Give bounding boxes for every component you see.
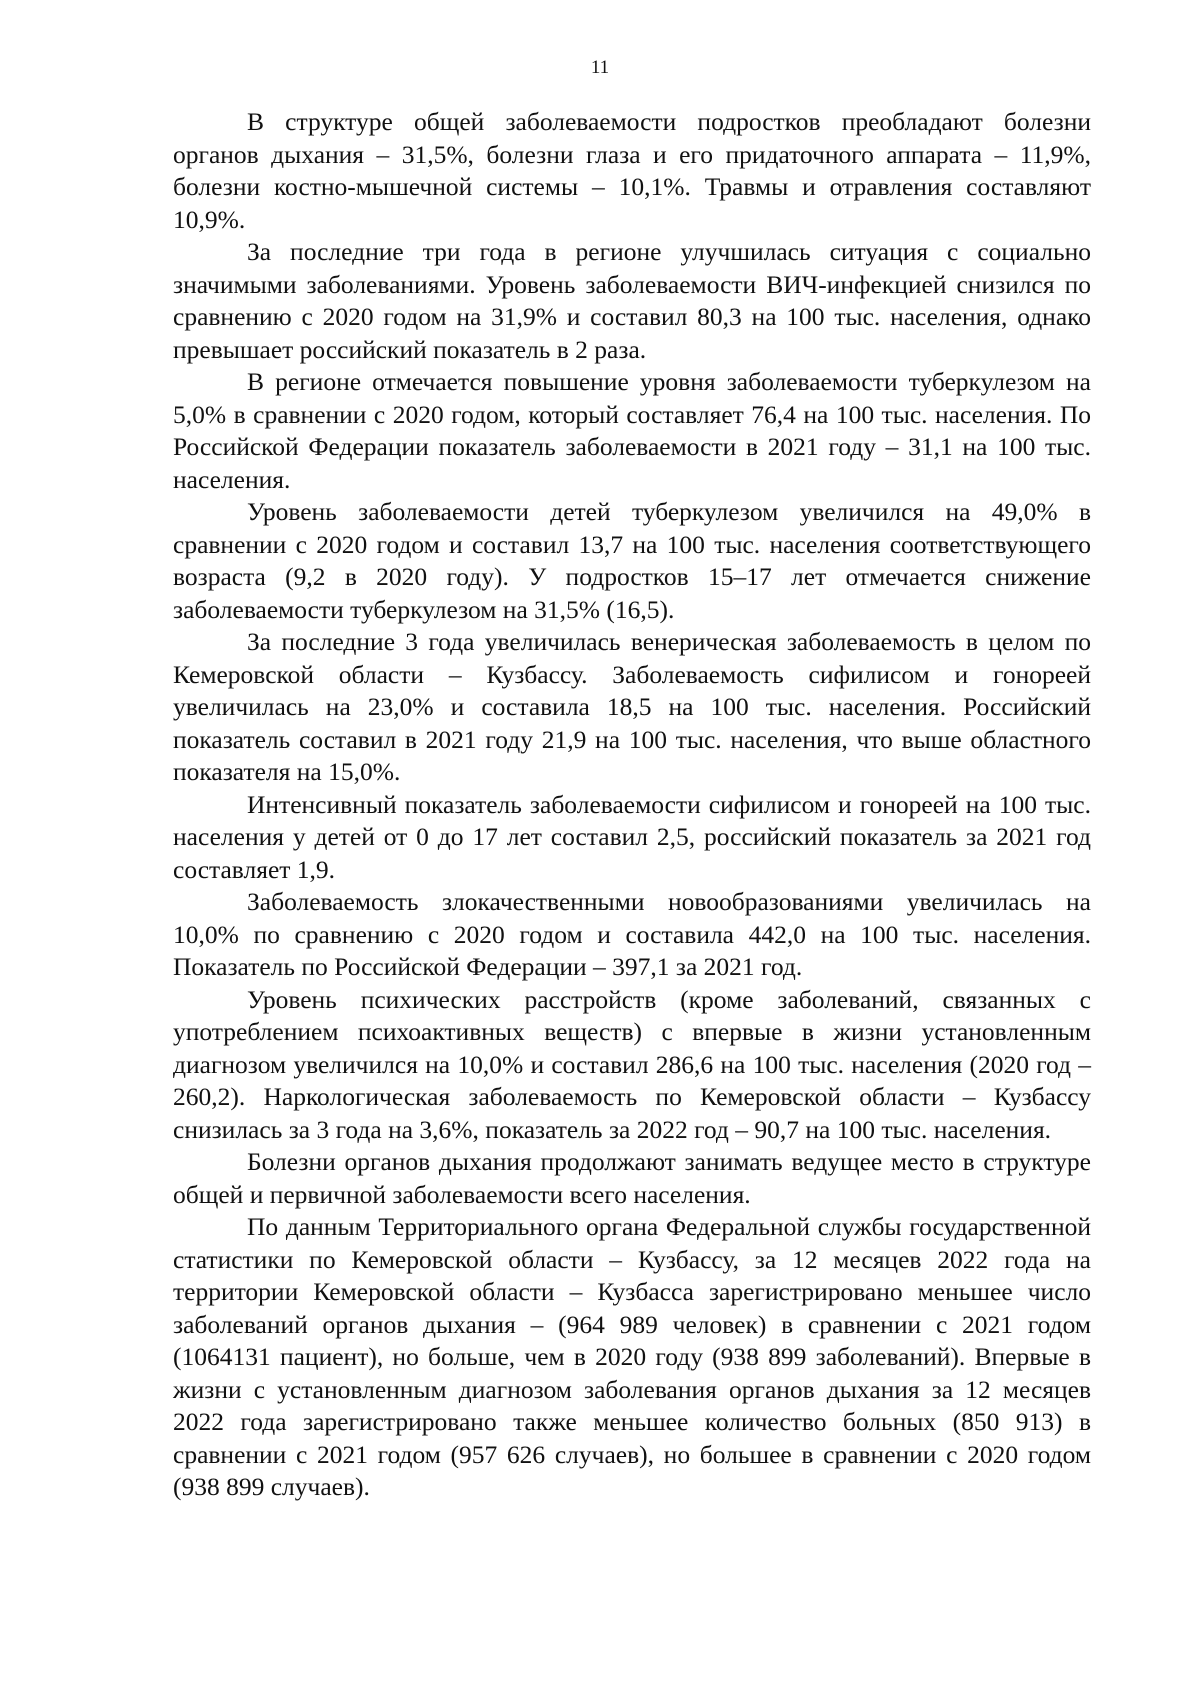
page-number: 11 (590, 57, 610, 78)
paragraph-child-tuberculosis: Уровень заболеваемости детей туберкулезом увеличился на 49,0% в сравнении с 2020 годом и составил 13,7 на 100 тыс. населения соответствующего возраста (9,2 в 2020 году). У подростков 15–17 лет отмечается снижение заболеваемости туберкулезом на 31,5% (16,5). (173, 497, 1091, 624)
paragraph-respiratory-statistics: По данным Территориального органа Федеральной службы государственной статистики по Кемеровской области – Кузбассу, за 12 месяцев 2022 года на территории Кемеровской области – Кузбасса зарегистрировано меньшее число заболеваний органов дыхания – (964 989 человек) в сравнении с 2021 годом (1064131 пациент), но больше, чем в 2020 году (938 899 заболеваний). Впервые в жизни с установленным диагнозом заболевания органов дыхания за 12 месяцев 2022 года зарегистрировано также меньшее количество больных (850 913) в сравнении с 2021 годом (957 626 случаев), но большее в сравнении с 2020 годом (938 899 случаев). (173, 1212, 1091, 1501)
paragraph-mental-disorders: Уровень психических расстройств (кроме заболеваний, связанных с употреблением психоактивных веществ) с впервые в жизни установленным диагнозом увеличился на 10,0% и составил 286,6 на 100 тыс. населения (2020 год – 260,2). Наркологическая заболеваемость по Кемеровской области – Кузбассу снизилась за 3 года на 3,6%, показатель за 2022 год – 90,7 на 100 тыс. населения. (173, 984, 1091, 1144)
document-body (173, 106, 1091, 1504)
paragraph-tuberculosis: В регионе отмечается повышение уровня заболеваемости туберкулезом на 5,0% в сравнении с 2020 годом, который составляет 76,4 на 100 тыс. населения. По Российской Федерации показатель заболеваемости в 2021 году – 31,1 на 100 тыс. населения. (173, 367, 1091, 494)
paragraph-venereal-disease: За последние 3 года увеличилась венерическая заболеваемость в целом по Кемеровской области – Кузбассу. Заболеваемость сифилисом и гонореей увеличилась на 23,0% и составила 18,5 на 100 тыс. населения. Российский показатель составил в 2021 году 21,9 на 100 тыс. населения, что выше областного показателя на 15,0%. (173, 627, 1091, 786)
paragraph-adolescent-morbidity: В структуре общей заболеваемости подростков преобладают болезни органов дыхания – 31,5%, болезни глаза и его придаточного аппарата – 11,9%, болезни костно-мышечной системы – 10,1%. Травмы и отравления составляют 10,9%. (173, 107, 1091, 234)
paragraph-syphilis-children: Интенсивный показатель заболеваемости сифилисом и гонореей на 100 тыс. населения у детей от 0 до 17 лет составил 2,5, российский показатель за 2021 год составляет 1,9. (173, 789, 1091, 884)
paragraph-respiratory-leading: Болезни органов дыхания продолжают занимать ведущее место в структуре общей и первичной заболеваемости всего населения. (173, 1147, 1091, 1209)
paragraph-hiv: За последние три года в регионе улучшилась ситуация с социально значимыми заболеваниями. Уровень заболеваемости ВИЧ-инфекцией снизился по сравнению с 2020 годом на 31,9% и составил 80,3 на 100 тыс. населения, однако превышает российский показатель в 2 раза. (173, 237, 1091, 364)
paragraph-neoplasms: Заболеваемость злокачественными новообразованиями увеличилась на 10,0% по сравнению с 2020 годом и составила 442,0 на 100 тыс. населения. Показатель по Российской Федерации – 397,1 за 2021 год. (173, 887, 1091, 981)
